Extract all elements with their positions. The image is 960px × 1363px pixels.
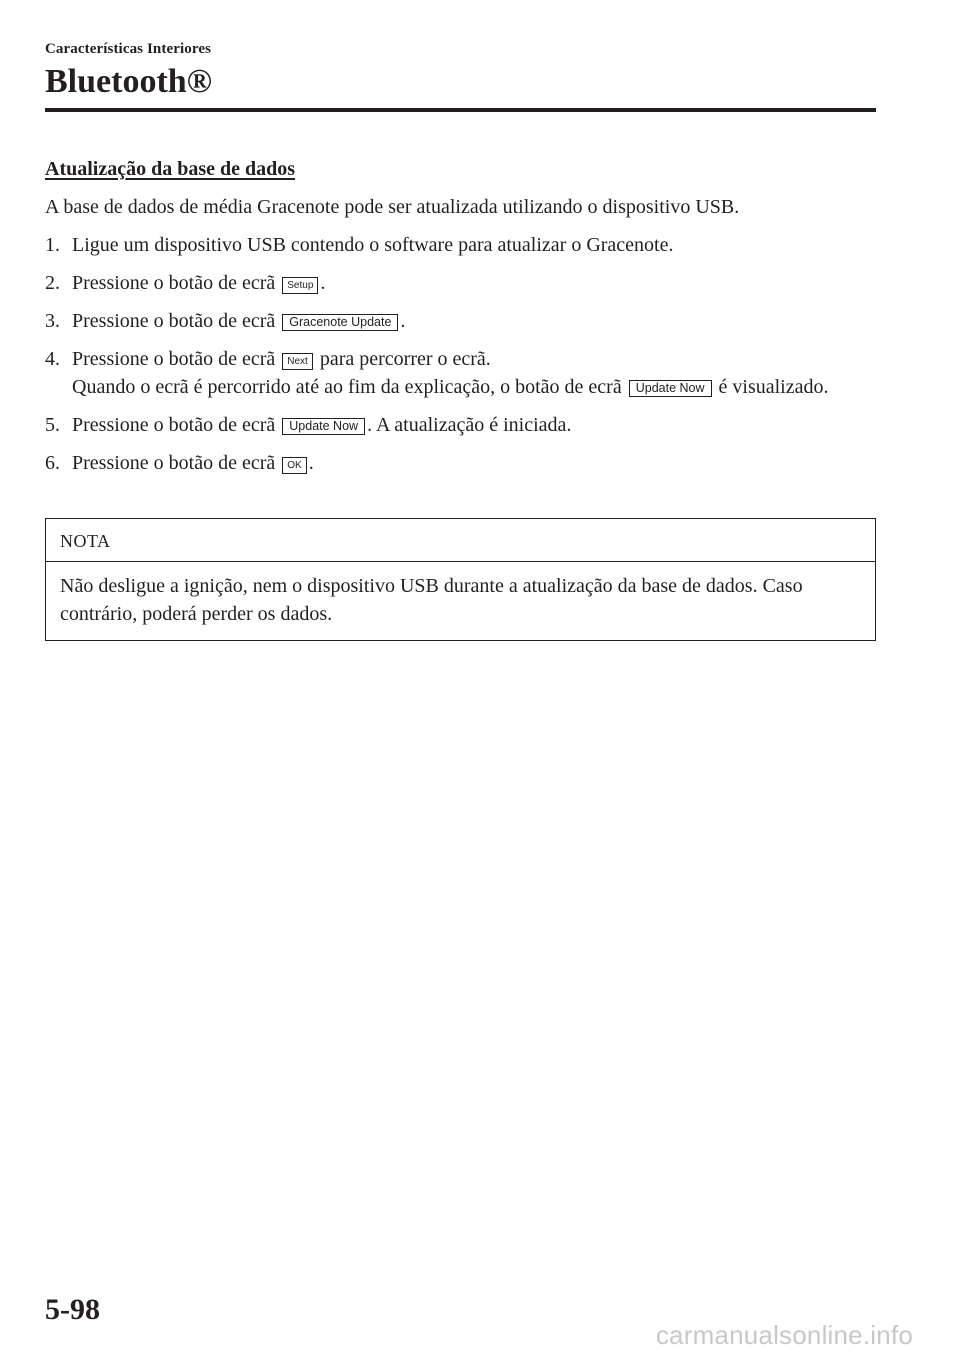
step-text-after: . — [320, 272, 326, 294]
step-number: 5. — [45, 414, 60, 436]
step-number: 1. — [45, 234, 60, 256]
list-item — [45, 411, 876, 439]
step-number: 4. — [45, 348, 60, 370]
step-text: Pressione o botão de ecrã — [72, 452, 276, 474]
chapter-label: Características Interiores — [45, 41, 212, 57]
step-text-after: para percorrer o ecrã. — [319, 348, 491, 370]
gracenote-update-screen-button: Gracenote Update — [282, 314, 398, 331]
step-text: Pressione o botão de ecrã — [72, 272, 276, 294]
step-text: Ligue um dispositivo USB contendo o software para atualizar o Gracenote. — [72, 234, 674, 256]
update-now-screen-button: Update Now — [629, 380, 712, 397]
list-item — [45, 449, 876, 477]
list-item — [45, 345, 876, 401]
subheading: Atualização da base de dados — [45, 158, 296, 180]
step-number: 2. — [45, 272, 60, 294]
watermark: carmanualsonline.info — [655, 1320, 913, 1350]
next-screen-button: Next — [282, 353, 313, 370]
setup-screen-button: Setup — [282, 277, 318, 294]
ok-screen-button: OK — [282, 457, 306, 474]
continuation-text: Quando o ecrã é percorrido até ao fim da explicação, o botão de ecrã — [72, 376, 622, 398]
main-content — [45, 155, 876, 487]
step-text: Pressione o botão de ecrã — [72, 310, 276, 332]
list-item — [45, 307, 876, 335]
step-continuation — [72, 373, 876, 401]
step-text-after: . — [400, 310, 406, 332]
step-number: 6. — [45, 452, 60, 474]
section-title: Bluetooth® — [45, 63, 213, 100]
step-text: Pressione o botão de ecrã — [72, 414, 276, 436]
header-rule — [45, 108, 876, 112]
continuation-text-after: é visualizado. — [718, 376, 829, 398]
note-box — [45, 518, 876, 641]
step-text: Pressione o botão de ecrã — [72, 348, 276, 370]
list-item — [45, 231, 876, 259]
step-text-after: . A atualização é iniciada. — [367, 414, 572, 436]
update-now-screen-button: Update Now — [282, 418, 365, 435]
steps-list — [45, 231, 876, 477]
list-item — [45, 269, 876, 297]
note-title: NOTA — [46, 519, 875, 562]
step-text-after: . — [308, 452, 314, 474]
note-text: Não desligue a ignição, nem o dispositivo USB durante a atualização da base de dados. Caso contrário, poderá perder os dados. — [60, 575, 803, 625]
step-number: 3. — [45, 310, 60, 332]
page-number: 5-98 — [45, 1293, 100, 1326]
intro-paragraph: A base de dados de média Gracenote pode ser atualizada utilizando o dispositivo USB. — [45, 196, 740, 218]
